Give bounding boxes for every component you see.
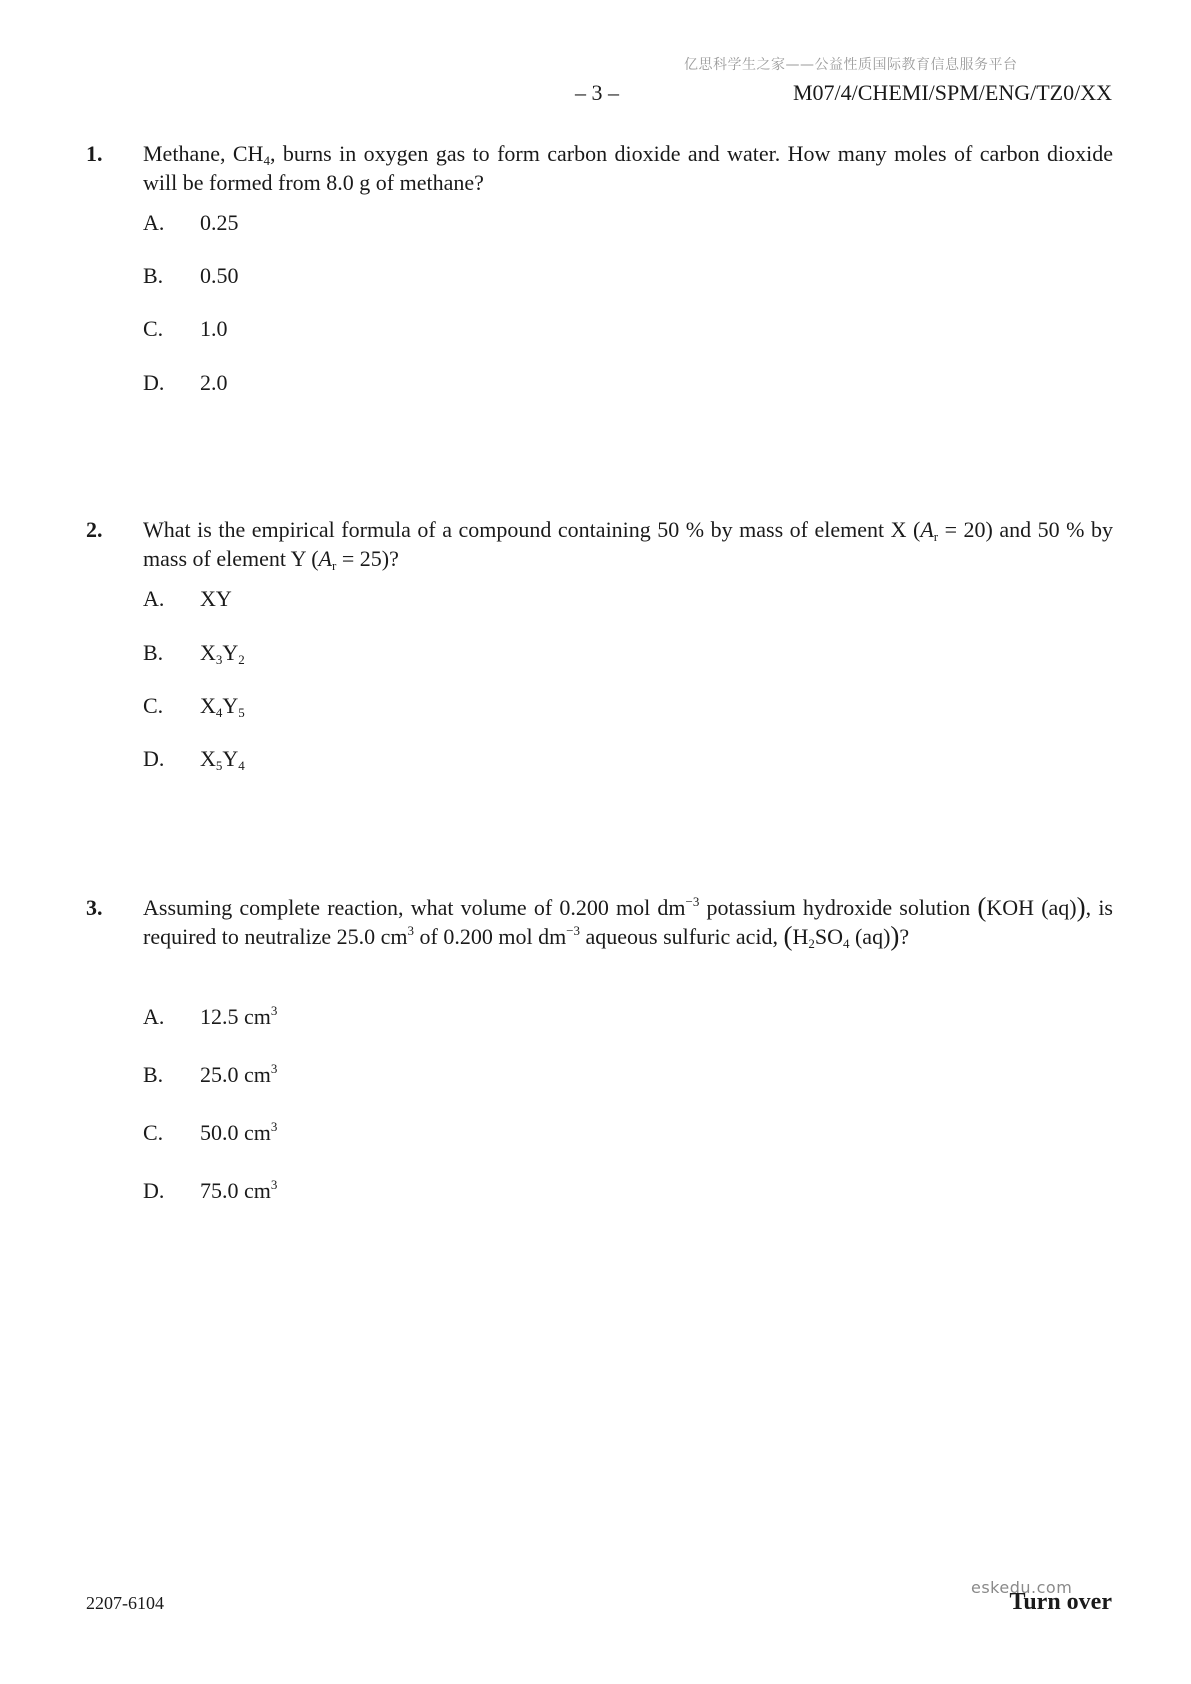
question-text: Methane, $CH_4$, burns in oxygen gas to form carbon dioxide and water. How many moles of carbon dioxide will be formed from 8.0 g of methane? bbox=[143, 141, 1114, 195]
option-label: A. bbox=[143, 210, 165, 235]
option-label: C. bbox=[143, 1120, 164, 1145]
turn-over-label: Turn over bbox=[1009, 1589, 1112, 1615]
question-number: 3. bbox=[86, 895, 103, 920]
option-value: $X_5Y_4$ bbox=[200, 746, 245, 773]
exam-code: M07/4/CHEMI/SPM/ENG/TZ0/XX bbox=[792, 80, 1112, 105]
option-label: D. bbox=[143, 370, 165, 395]
question-text: What is the empirical formula of a compound containing 50 % by mass of element X $(A_r = 20)$ and 50 % by mass of element Y $(A_r = 25)$? bbox=[143, 517, 1114, 573]
footer-code: 2207-6104 bbox=[86, 1593, 164, 1613]
option-value: 0.50 bbox=[200, 263, 239, 288]
option-label: C. bbox=[143, 316, 164, 341]
question-number: 1. bbox=[86, 141, 103, 166]
option-value: $X_3Y_2$ bbox=[200, 640, 245, 667]
option-value: 50.0 $cm^3$ bbox=[200, 1119, 278, 1145]
question-1 bbox=[86, 139, 1113, 197]
question-number: 2. bbox=[86, 517, 103, 542]
page-number: – 3 – bbox=[575, 80, 619, 105]
option-label: B. bbox=[143, 1062, 164, 1087]
option-value: 75.0 $cm^3$ bbox=[200, 1177, 278, 1203]
option-value: 2.0 bbox=[200, 370, 228, 395]
option-label: C. bbox=[143, 693, 164, 718]
option-value: 0.25 bbox=[200, 210, 239, 235]
option-value: 25.0 $cm^3$ bbox=[200, 1061, 278, 1087]
option-label: D. bbox=[143, 746, 165, 771]
option-label: D. bbox=[143, 1178, 165, 1203]
question-3 bbox=[86, 893, 1113, 951]
footer-watermark: eskedu.com bbox=[971, 1578, 1073, 1597]
option-label: B. bbox=[143, 263, 164, 288]
option-label: B. bbox=[143, 640, 164, 665]
option-value: $X_4Y_5$ bbox=[200, 693, 245, 720]
option-value: XY bbox=[200, 586, 232, 611]
option-label: A. bbox=[143, 586, 165, 611]
option-value: 12.5 $cm^3$ bbox=[200, 1003, 278, 1029]
option-value: 1.0 bbox=[200, 316, 228, 341]
header-watermark: 亿思科学生之家——公益性质国际教育信息服务平台 bbox=[684, 57, 1018, 73]
question-2 bbox=[86, 515, 1113, 573]
option-label: A. bbox=[143, 1004, 165, 1029]
question-text: Assuming complete reaction, what volume of 0.200 mol $dm^{-3}$ potassium hydroxide solution (KOH (aq)), is required to neutralize 25.0 $cm^3$ of 0.200 mol $dm^{-3}$ aqueous sulfuric acid, ($H_2SO_4$ (aq))? bbox=[143, 892, 1113, 951]
